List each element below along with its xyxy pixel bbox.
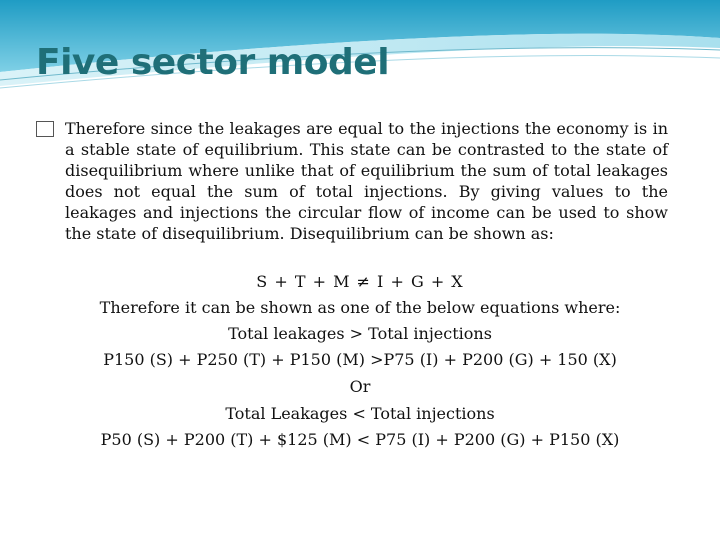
case2-equation: P50 (S) + P200 (T) + $125 (M) < P75 (I) + P200 (G) + P150 (X) [100,430,620,449]
case2-heading: Total Leakages < Total injections [225,404,495,423]
case1-equation: P150 (S) + P250 (T) + P150 (M) >P75 (I) + P200 (G) + 150 (X) [103,350,617,369]
paragraph-text: Therefore since the leakages are equal to the injections the economy is in a stable state of equilibrium. This state can be contrasted to the state of disequilibrium where unlike that of equilibrium the sum of total leakages does not equal the sum of total injections. By giving values to the leakages and injections the circular flow of income can be used to show the state of disequilibrium. Disequilibrium can be shown as: [65,119,668,243]
slide-title: Five sector model [36,42,390,83]
or-label: Or [349,377,371,396]
equation-inequality: S + T + M ≠ I + G + X [256,272,464,291]
body-paragraph [36,118,668,244]
intro-line: Therefore it can be shown as one of the below equations where: [99,298,621,317]
case1-heading: Total leakages > Total injections [228,324,492,343]
bullet-icon [36,121,54,137]
